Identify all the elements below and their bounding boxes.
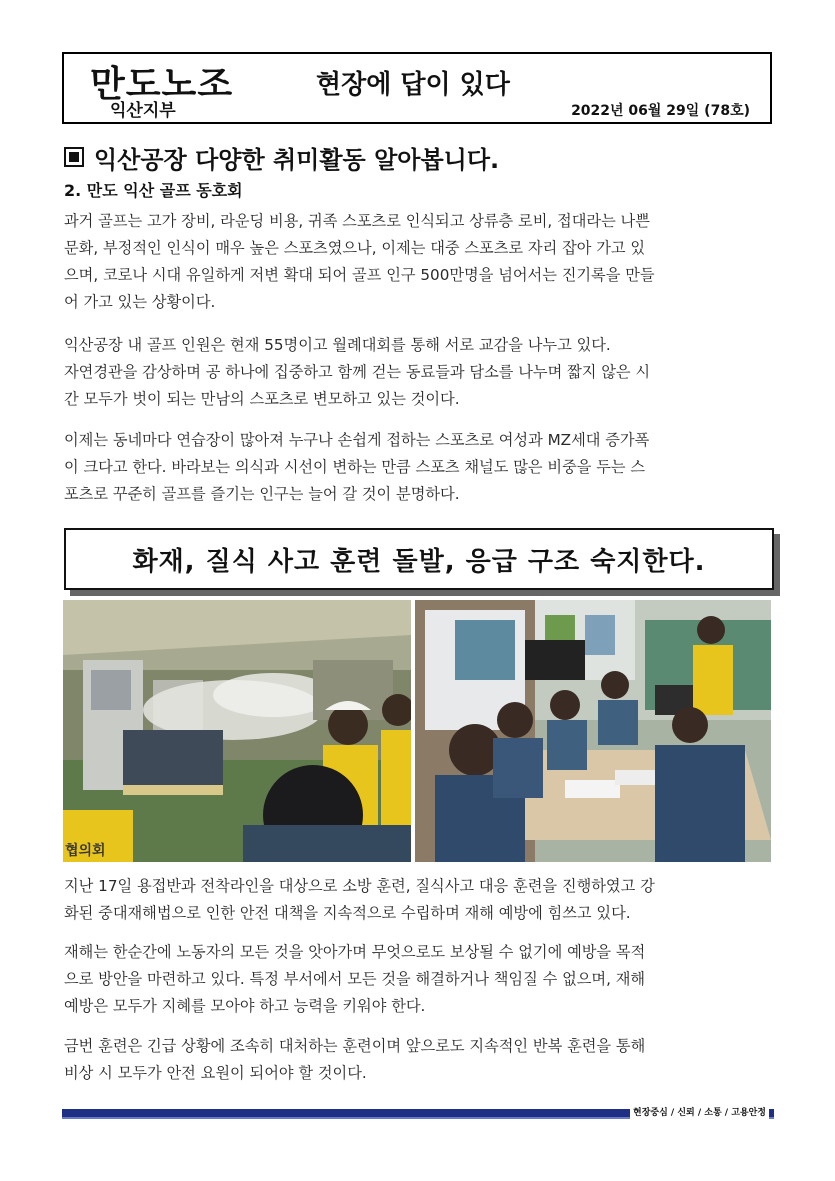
section-subtitle: 2. 만도 익산 골프 동호회 xyxy=(64,181,243,200)
text-line: 예방은 모두가 지혜를 모아야 하고 능력을 키워야 한다. xyxy=(64,997,426,1015)
section-banner: 화재, 질식 사고 훈련 돌발, 응급 구조 숙지한다. xyxy=(64,528,774,590)
text-line: 자연경관을 감상하며 공 하나에 집중하고 함께 걷는 동료들과 담소를 나누며 짧지 않은 시 xyxy=(64,363,651,381)
text-line: 재해는 한순간에 노동자의 모든 것을 앗아가며 무엇으로도 보상될 수 없기에 예방을 목적 xyxy=(64,943,646,961)
text-line: 으며, 코로나 시대 유일하게 저변 확대 되어 골프 인구 500만명을 넘어서는 진기록을 만들 xyxy=(64,266,655,284)
section-title xyxy=(64,140,499,175)
fire-drill-photo xyxy=(63,600,411,862)
text-line: 지난 17일 용접반과 전착라인을 대상으로 소방 훈련, 질식사고 대응 훈련을 진행하였고 강 xyxy=(64,877,655,895)
article-paragraph-4 xyxy=(64,873,776,927)
header-slogan: 현장에 답이 있다 xyxy=(316,70,510,100)
text-line: 간 모두가 벗이 되는 만남의 스포츠로 변모하고 있는 것이다. xyxy=(64,390,460,408)
text-line: 이 크다고 한다. 바라보는 의식과 시선이 변하는 만큼 스포츠 채널도 많은 비중을 두는 스 xyxy=(64,458,646,476)
vest-lettering: 협의회 xyxy=(65,843,106,859)
article-paragraph-2 xyxy=(64,332,776,413)
footer-slogan: 현장중심 / 신뢰 / 소통 / 고용안정 xyxy=(630,1104,769,1119)
issue-date: 2022년 06월 29일 (78호) xyxy=(571,103,750,119)
text-line: 으로 방안을 마련하고 있다. 특정 부서에서 모든 것을 해결하거나 책임질 수 없으며, 재해 xyxy=(64,970,646,988)
text-line: 비상 시 모두가 안전 요원이 되어야 할 것이다. xyxy=(64,1064,367,1082)
article-paragraph-6 xyxy=(64,1033,776,1087)
text-line: 과거 골프는 고가 장비, 라운딩 비용, 귀족 스포츠로 인식되고 상류층 로비, 접대라는 나쁜 xyxy=(64,212,650,230)
text-line: 이제는 동네마다 연습장이 많아져 누구나 손쉽게 접하는 스포츠로 여성과 MZ세대 증가폭 xyxy=(64,431,650,449)
section-title-text: 익산공장 다양한 취미활동 알아봅니다. xyxy=(94,146,500,174)
square-bullet-icon xyxy=(64,147,84,167)
article-paragraph-1 xyxy=(64,208,776,316)
text-line: 화된 중대재해법으로 인한 안전 대책을 지속적으로 수립하며 재해 예방에 힘쓰고 있다. xyxy=(64,904,631,922)
union-name: 만도노조 xyxy=(90,64,234,105)
training-meeting-photo xyxy=(415,600,771,862)
text-line: 금번 훈련은 긴급 상황에 조속히 대처하는 훈련이며 앞으로도 지속적인 반복 훈련을 통해 xyxy=(64,1037,646,1055)
newsletter-header xyxy=(62,52,772,124)
article-paragraph-3 xyxy=(64,427,776,508)
text-line: 어 가고 있는 상황이다. xyxy=(64,293,216,311)
meeting-illustration xyxy=(415,600,771,862)
text-line: 문화, 부정적인 인식이 매우 높은 스포츠였으나, 이제는 대중 스포츠로 자리 잡아 가고 있 xyxy=(64,239,646,257)
text-line: 익산공장 내 골프 인원은 현재 55명이고 월례대회를 통해 서로 교감을 나누고 있다. xyxy=(64,336,611,354)
fire-drill-illustration xyxy=(63,600,411,862)
article-paragraph-5 xyxy=(64,939,776,1020)
branch-name: 익산지부 xyxy=(110,101,176,121)
text-line: 포츠로 꾸준히 골프를 즐기는 인구는 늘어 갈 것이 분명하다. xyxy=(64,485,460,503)
